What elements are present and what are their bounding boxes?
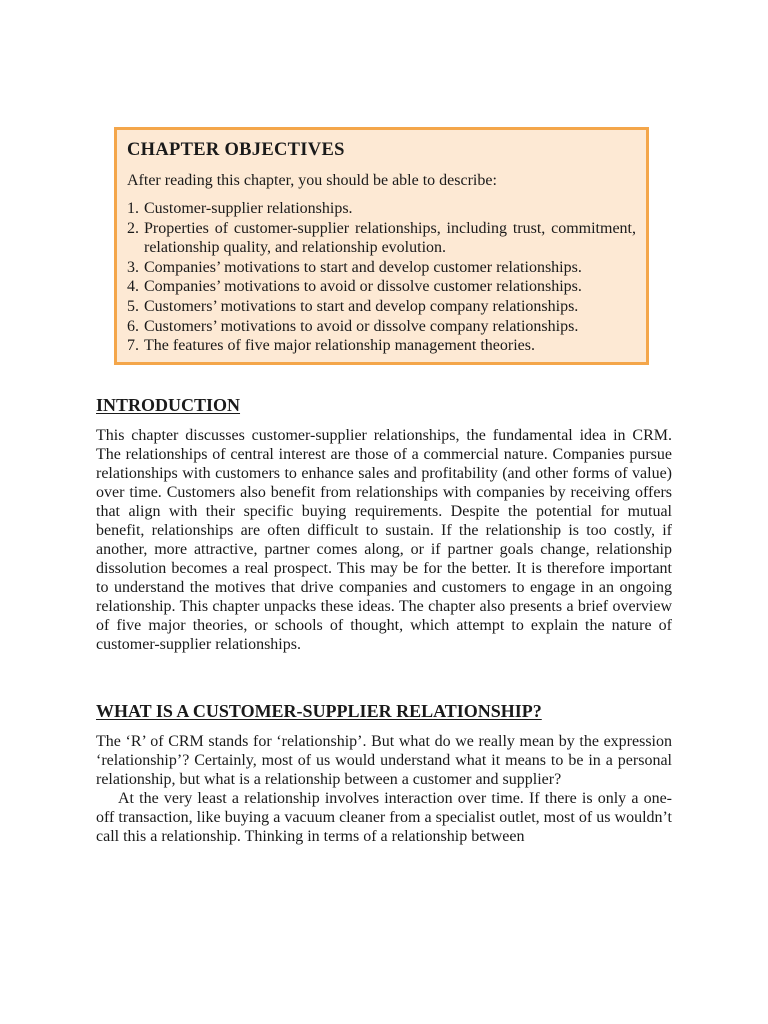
objective-number: 5. [127, 297, 139, 315]
objective-number: 3. [127, 258, 139, 276]
objective-number: 1. [127, 200, 139, 217]
objective-text: Companies’ motivations to start and develop customer relationships. [144, 258, 582, 276]
objective-item [127, 219, 636, 258]
objective-number: 6. [127, 317, 139, 335]
objective-item [127, 199, 636, 219]
introduction-heading: INTRODUCTION [96, 395, 241, 415]
introduction-section [96, 394, 672, 654]
objective-text: Customer-supplier relationships. [144, 200, 353, 217]
introduction-paragraph: This chapter discusses customer-supplier relationships, the fundamental idea in CRM. The relationships of central interest are those of a commercial nature. Companies pursue relationships with customers to enhance sales and profitability (and other forms of value) over time. Customers also benefit from relationships with companies by receiving offers that align with their specific buying requirements. Despite the potential for mutual benefit, relationships are often difficult to sustain. If the relationship is too costly, if another, more attractive, partner comes along, or if partner goals change, relationship dissolution becomes a real prospect. This may be for the better. It is therefore important to understand the motives that drive companies and customers to engage in an ongoing relationship. This chapter unpacks these ideas. The chapter also presents a brief overview of five major theories, or schools of thought, which attempt to explain the nature of customer-supplier relationships. [96, 427, 672, 653]
objective-text: Customers’ motivations to avoid or dissolve company relationships. [144, 317, 579, 335]
objective-text: Customers’ motivations to start and develop company relationships. [144, 297, 579, 315]
objective-number: 7. [127, 337, 139, 355]
objective-item [127, 336, 636, 356]
what-is-paragraph-1: The ‘R’ of CRM stands for ‘relationship’. But what do we really mean by the expression ‘relationship’? Certainly, most of us would understand what it means to be in a personal relationship, but what is a relationship between a customer and supplier? [96, 733, 672, 788]
objective-item [127, 258, 636, 278]
objective-item [127, 297, 636, 317]
objective-item [127, 317, 636, 337]
objectives-title: CHAPTER OBJECTIVES [127, 140, 345, 160]
objective-text: The features of five major relationship management theories. [144, 337, 535, 355]
objective-text: Companies’ motivations to avoid or dissolve customer relationships. [144, 278, 582, 296]
what-is-paragraph-2: At the very least a relationship involves interaction over time. If there is only a one-off transaction, like buying a vacuum cleaner from a specialist outlet, most of us wouldn’t call this a relationship. Thinking in terms of a relationship between [96, 790, 672, 845]
what-is-section [96, 700, 672, 846]
objectives-list [127, 199, 636, 356]
objective-number: 2. [127, 219, 139, 237]
what-is-heading: WHAT IS A CUSTOMER-SUPPLIER RELATIONSHIP? [96, 701, 542, 721]
objective-number: 4. [127, 278, 139, 296]
objective-text: Properties of customer-supplier relationships, including trust, commitment, relationship quality, and relationship evolution. [144, 219, 636, 257]
chapter-objectives-box [114, 127, 649, 365]
objective-item [127, 277, 636, 297]
objectives-intro: After reading this chapter, you should be able to describe: [127, 172, 497, 189]
